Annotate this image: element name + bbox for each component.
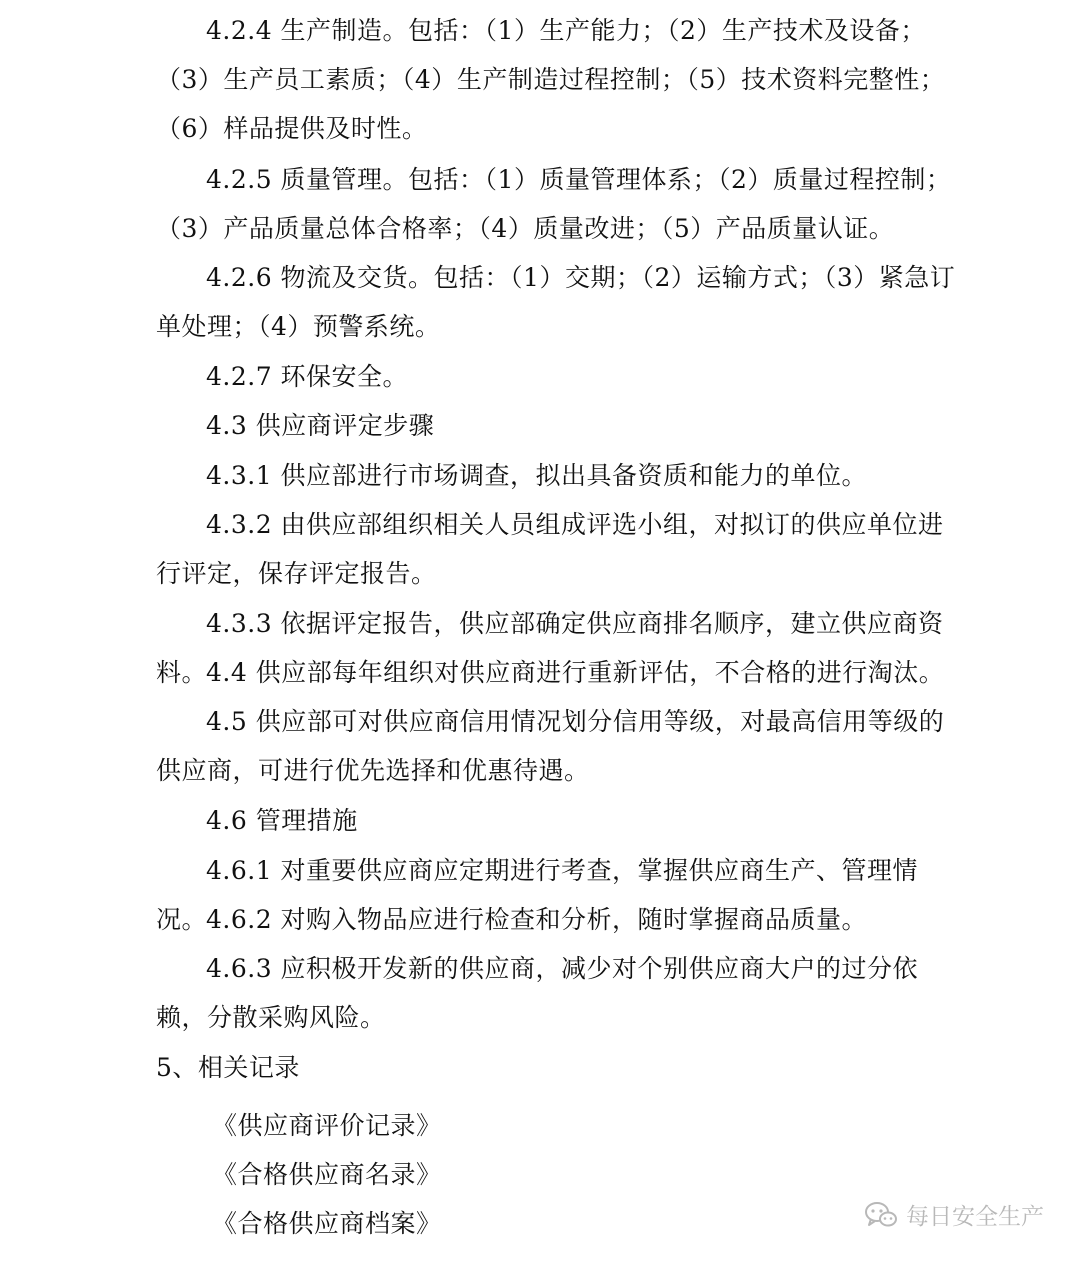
record-supplier-evaluation: 《供应商评价记录》: [212, 1111, 442, 1140]
paragraph-4-3-1: 4.3.1 供应部进行市场调查，拟出具备资质和能力的单位。: [206, 461, 868, 490]
section-heading-related-records: 5、相关记录: [156, 1053, 300, 1082]
paragraph-4-2-5: 4.2.5 质量管理。包括：（1）质量管理体系；（2）质量过程控制；（3）产品质量总体合格率；（4）质量改进；（5）产品质量认证。: [156, 165, 952, 243]
record-qualified-supplier-archive: 《合格供应商档案》: [212, 1209, 442, 1238]
record-qualified-supplier-list: 《合格供应商名录》: [212, 1160, 442, 1189]
paragraph-4-3-3: 4.3.3 依据评定报告，供应部确定供应商排名顺序，建立供应商资料。: [156, 609, 944, 687]
paragraph-4-6-1: 4.6.1 对重要供应商应定期进行考查，掌握供应商生产、管理情况。: [156, 856, 919, 934]
paragraph-4-2-7: 4.2.7 环保安全。: [206, 362, 409, 391]
watermark-text: 每日安全生产: [906, 1204, 1044, 1230]
heading-4-6: 4.6 管理措施: [206, 806, 358, 835]
paragraph-4-3-2: 4.3.2 由供应部组织相关人员组成评选小组，对拟订的供应单位进行评定，保存评定报告。: [156, 510, 944, 588]
paragraph-4-2-4: 4.2.4 生产制造。包括：（1）生产能力；（2）生产技术及设备；（3）生产员工素质；（4）生产制造过程控制；（5）技术资料完整性；（6）样品提供及时性。: [156, 16, 946, 143]
paragraph-4-5: 4.5 供应部可对供应商信用情况划分信用等级，对最高信用等级的供应商，可进行优先选择和优惠待遇。: [156, 707, 945, 785]
paragraph-4-6-2: 4.6.2 对购入物品应进行检查和分析，随时掌握商品质量。: [206, 905, 868, 934]
wechat-icon: [864, 1200, 898, 1230]
paragraph-4-4: 4.4 供应部每年组织对供应商进行重新评估，不合格的进行淘汰。: [206, 658, 945, 687]
paragraph-4-2-6: 4.2.6 物流及交货。包括：（1）交期；（2）运输方式；（3）紧急订单处理；（4）预警系统。: [156, 263, 956, 341]
heading-4-3: 4.3 供应商评定步骤: [206, 411, 435, 440]
watermark: [864, 1198, 1044, 1231]
paragraph-4-6-3: 4.6.3 应积极开发新的供应商，减少对个别供应商大户的过分依赖，分散采购风险。: [156, 954, 919, 1032]
